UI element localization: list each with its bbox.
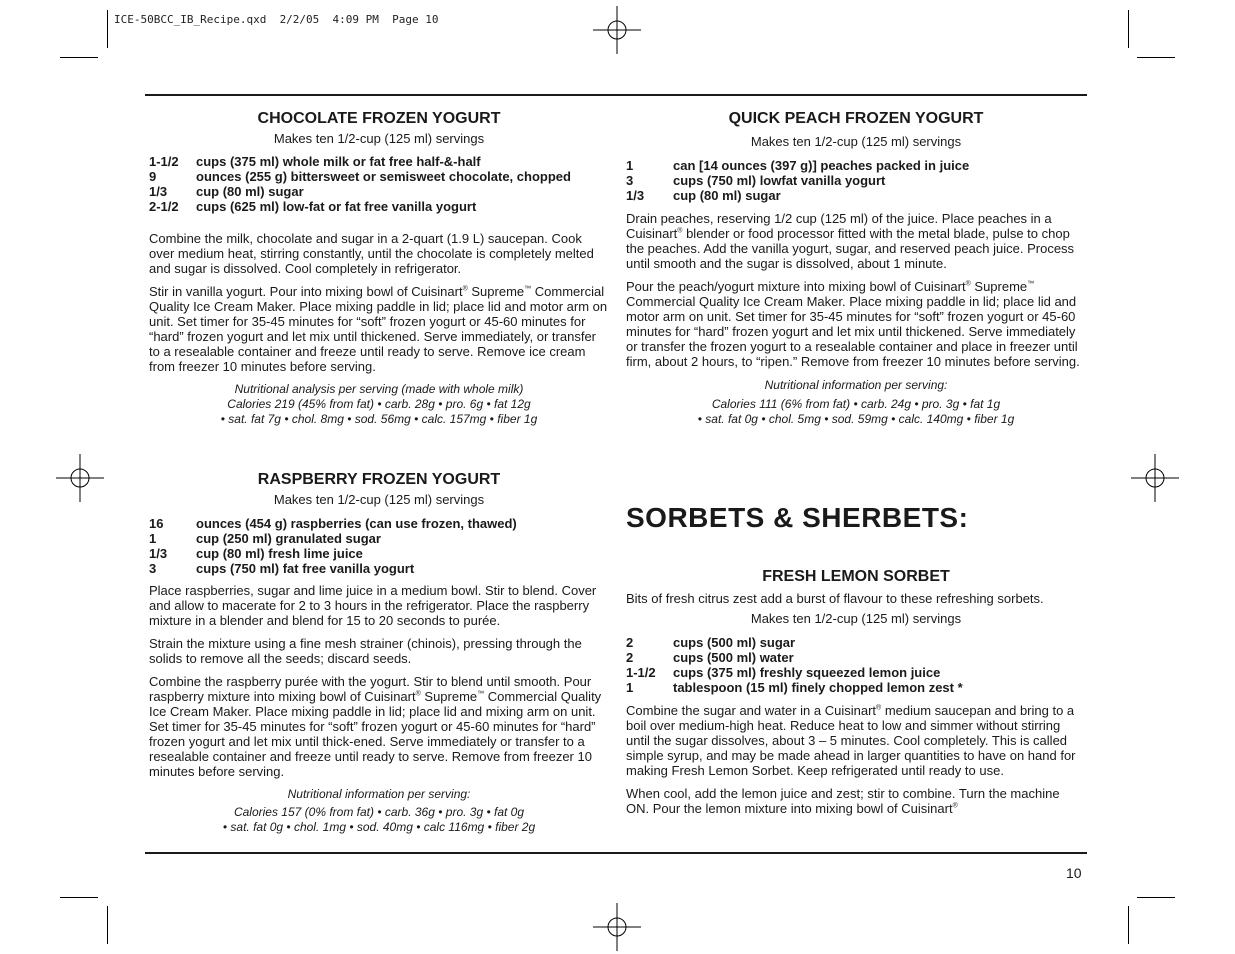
peach-recipe xyxy=(626,110,1086,427)
ingredient: 1 can [14 ounces (397 g)] peaches packed in juice xyxy=(626,158,970,173)
raspberry-recipe xyxy=(149,471,609,835)
registration-mark-icon xyxy=(593,903,641,951)
crop-mark xyxy=(60,57,98,58)
nutrition-line: • sat. fat 0g • chol. 1mg • sod. 40mg • calc 116mg • fiber 2g xyxy=(222,820,536,834)
registration-mark-icon xyxy=(56,454,104,502)
nutrition-heading: Nutritional information per serving: xyxy=(287,787,471,801)
file-slug: ICE-50BCC_IB_Recipe.qxd 2/2/05 4:09 PM Page 10 xyxy=(114,13,439,26)
instruction-paragraph: Drain peaches, reserving 1/2 cup (125 ml) of the juice. Place peaches in a Cuisinart® blender or food processor fitted with the metal blade, pulse to chop the peaches. Add the vanilla yogurt, sugar, and reserved peach juice. Process until smooth and the sugar is dissolved, about 1 minute. xyxy=(626,211,1075,271)
instruction-paragraph: Combine the raspberry purée with the yogurt. Stir to blend until smooth. Pour raspberry mixture into mixing bowl of Cuisinart® Supreme™ Commercial Quality Ice Cream Maker. Place mixing paddle in lid; place lid and mixing arm on unit. Set timer for 35-45 minutes for “soft” frozen yogurt or 45-60 minutes for “hard” frozen yogurt and let mix until thick-ened. Serve immediately or transfer to a resealable container and freeze until ready to serve. Remove from freezer 10 minutes before serving. xyxy=(149,674,602,779)
bottom-rule xyxy=(145,852,1087,854)
ingredient: 2-1/2 cups (625 ml) low-fat or fat free vanilla yogurt xyxy=(149,199,477,214)
crop-mark xyxy=(60,897,98,898)
instruction-paragraph: When cool, add the lemon juice and zest; stir to combine. Turn the machine ON. Pour the lemon mixture into mixing bowl of Cuisinart® xyxy=(626,786,1060,816)
ingredient: 16 ounces (454 g) raspberries (can use frozen, thawed) xyxy=(149,516,517,531)
ingredient: 3 cups (750 ml) fat free vanilla yogurt xyxy=(149,561,415,576)
nutrition-heading: Nutritional information per serving: xyxy=(764,378,948,392)
page-number: 10 xyxy=(1066,865,1082,881)
recipe-title: QUICK PEACH FROZEN YOGURT xyxy=(728,110,984,127)
lemon-sorbet-recipe xyxy=(626,568,1086,816)
instruction-paragraph: Combine the sugar and water in a Cuisinart® medium saucepan and bring to a boil over medium-high heat. Reduce heat to low and simmer without stirring until the sugar dissolves, about 3 – 5 minutes. Cool completely. This is called simple syrup, and may be made ahead in larger quantities to have on hand for making Fresh Lemon Sorbet. Keep refrigerated until ready to use. xyxy=(626,703,1076,778)
ingredient: 1-1/2 cups (375 ml) freshly squeezed lemon juice xyxy=(626,665,941,680)
ingredient-list xyxy=(626,158,1086,203)
ingredient-list xyxy=(626,635,1086,695)
crop-mark xyxy=(107,906,108,944)
crop-mark xyxy=(1137,57,1175,58)
nutrition-line: • sat. fat 7g • chol. 8mg • sod. 56mg • calc. 157mg • fiber 1g xyxy=(220,412,538,426)
instruction-paragraph: Combine the milk, chocolate and sugar in a 2-quart (1.9 L) saucepan. Cook over medium heat, stirring constantly, until the chocolate is completely melted and sugar is dissolved. Cool completely in refrigerator. xyxy=(149,231,594,276)
instruction-paragraph: Place raspberries, sugar and lime juice in a medium bowl. Stir to blend. Cover and allow to macerate for 2 to 3 hours in the refrigerator. Place the raspberry mixture in a blender and blend for 15 to 20 seconds to purée. xyxy=(149,583,597,628)
ingredient: 1/3 cup (80 ml) sugar xyxy=(626,188,781,203)
section-title: SORBETS & SHERBETS: xyxy=(626,502,969,533)
ingredient: 9 ounces (255 g) bittersweet or semisweet chocolate, chopped xyxy=(149,169,571,184)
ingredient-list xyxy=(149,154,609,214)
top-rule xyxy=(145,94,1087,96)
nutrition-heading: Nutritional analysis per serving (made with whole milk) xyxy=(234,382,524,396)
nutrition-line: Calories 111 (6% from fat) • carb. 24g • pro. 3g • fat 1g xyxy=(711,397,1001,411)
servings: Makes ten 1/2-cup (125 ml) servings xyxy=(750,134,962,149)
servings: Makes ten 1/2-cup (125 ml) servings xyxy=(273,492,485,507)
nutrition-line: Calories 219 (45% from fat) • carb. 28g • pro. 6g • fat 12g xyxy=(227,397,531,411)
registration-mark-icon xyxy=(1131,454,1179,502)
servings: Makes ten 1/2-cup (125 ml) servings xyxy=(750,611,962,626)
ingredient: 1/3 cup (80 ml) sugar xyxy=(149,184,304,199)
nutrition-line: Calories 157 (0% from fat) • carb. 36g • pro. 3g • fat 0g xyxy=(233,805,525,819)
servings: Makes ten 1/2-cup (125 ml) servings xyxy=(273,131,485,146)
ingredient: 1-1/2 cups (375 ml) whole milk or fat free half-&-half xyxy=(149,154,481,169)
ingredient: 1 tablespoon (15 ml) finely chopped lemon zest * xyxy=(626,680,963,695)
chocolate-recipe xyxy=(149,110,609,427)
ingredient: 2 cups (500 ml) sugar xyxy=(626,635,796,650)
registration-mark-icon xyxy=(593,6,641,54)
ingredient: 1/3 cup (80 ml) fresh lime juice xyxy=(149,546,363,561)
recipe-title: CHOCOLATE FROZEN YOGURT xyxy=(257,110,501,127)
instruction-paragraph: Strain the mixture using a fine mesh strainer (chinois), pressing through the solids to remove all the seeds; discard seeds. xyxy=(149,636,582,666)
crop-mark xyxy=(1128,906,1129,944)
ingredient: 3 cups (750 ml) lowfat vanilla yogurt xyxy=(626,173,886,188)
ingredient-list xyxy=(149,516,609,576)
ingredient: 2 cups (500 ml) water xyxy=(626,650,794,665)
crop-mark xyxy=(1128,10,1129,48)
nutrition-line: • sat. fat 0g • chol. 5mg • sod. 59mg • calc. 140mg • fiber 1g xyxy=(697,412,1015,426)
crop-mark xyxy=(107,10,108,48)
crop-mark xyxy=(1137,897,1175,898)
instruction-paragraph: Stir in vanilla yogurt. Pour into mixing bowl of Cuisinart® Supreme™ Commercial Quality Ice Cream Maker. Place mixing paddle in lid; place lid and motor arm on unit. Set timer for 35-45 minutes for “soft” frozen yogurt or 45-60 minutes for “hard” frozen yogurt and let mix until thickened. Serve immediately, or transfer to a resealable container and freeze until ready to serve. Remove ice cream from freezer 10 minutes before serving. xyxy=(149,284,608,374)
instruction-paragraph: Pour the peach/yogurt mixture into mixing bowl of Cuisinart® Supreme™ Commercial Quality Ice Cream Maker. Place mixing paddle in lid; place lid and motor arm on unit. Set timer for 35-45 minutes for “soft” frozen yogurt or 45-60 minutes for “hard” frozen yogurt and let mix until thickened. Serve immediately or transfer the frozen yogurt to a resealable container and place in freezer until firm, about 2 hours, to “ripen.” Remove from freezer 10 minutes before serving. xyxy=(626,279,1080,369)
recipe-title: FRESH LEMON SORBET xyxy=(762,568,950,585)
ingredient: 1 cup (250 ml) granulated sugar xyxy=(149,531,381,546)
recipe-intro: Bits of fresh citrus zest add a burst of flavour to these refreshing sorbets. xyxy=(626,591,1044,606)
recipe-title: RASPBERRY FROZEN YOGURT xyxy=(257,471,501,488)
